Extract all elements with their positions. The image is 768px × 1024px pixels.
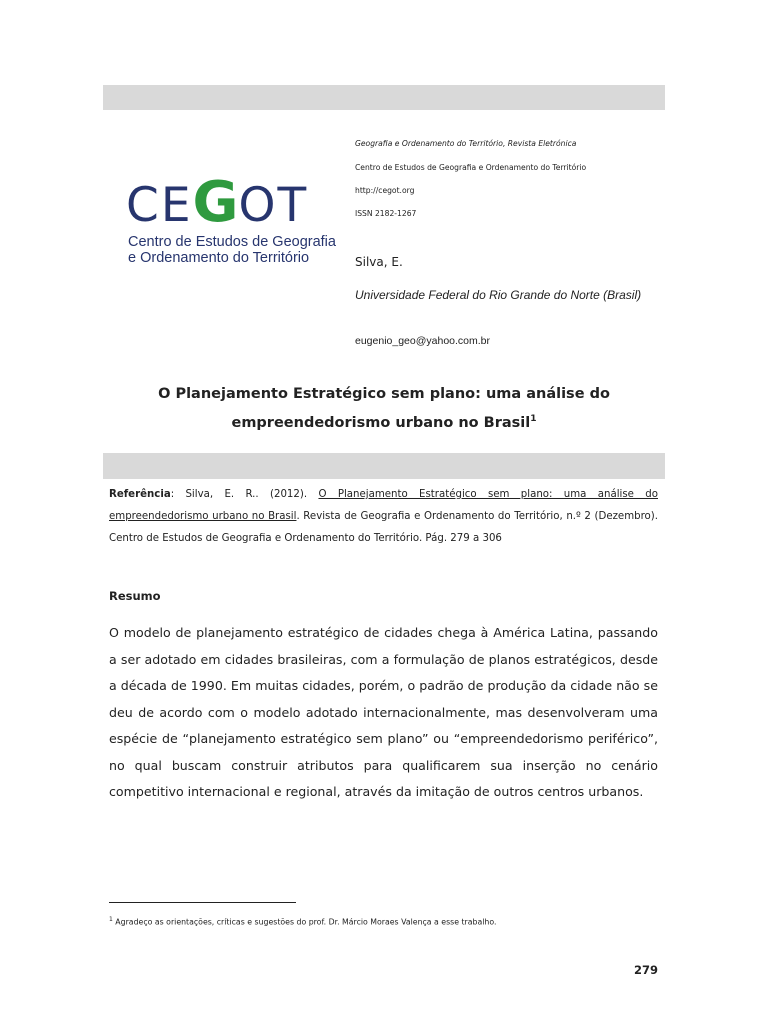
logo-subtitle-line2: e Ordenamento do Território: [128, 250, 310, 266]
reference-title: O Planejamento Estratégico sem plano: uma análise do empreendedorismo urbano no Brasil: [109, 489, 658, 522]
logo-word-part1: CE: [126, 178, 193, 233]
author-name: Silva, E.: [355, 255, 403, 269]
footnote: [109, 916, 497, 927]
logo-subtitle-line1: Centro de Estudos de Geografia: [128, 234, 336, 250]
title-footnote-mark[interactable]: 1: [530, 414, 537, 425]
section-bar: [103, 453, 665, 479]
reference-details: . Revista de Geografia e Ordenamento do Território, n.º 2 (Dezembro). Centro de Estudos de Geografia e Ordenamento do Território. Pág. 279 a 306: [109, 511, 658, 544]
page-number: 279: [633, 963, 658, 977]
cegot-logo: [126, 170, 336, 266]
logo-wordmark: [126, 170, 309, 235]
logo-word-part3: OT: [238, 178, 309, 233]
article-title-line2: empreendedorismo urbano no Brasil: [231, 415, 531, 431]
journal-name: Geografia e Ordenamento do Território, Revista Eletrónica: [355, 139, 577, 148]
abstract-heading: Resumo: [109, 589, 161, 603]
footnote-text: Agradeço as orientações, críticas e sugestões do prof. Dr. Márcio Moraes Valença a esse trabalho.: [112, 917, 497, 927]
author-email-link[interactable]: eugenio_geo@yahoo.com.br: [355, 335, 491, 347]
header-bar: [103, 85, 665, 110]
abstract-text: O modelo de planejamento estratégico de cidades chega à América Latina, passando a ser adotado em cidades brasileiras, com a formulação de planos estratégicos, desde a década de 1990. Em muitas cidades, porém, o padrão de produção da cidade não se deu de acordo com o modelo adotado internacionalmente, mas desenvolveram uma espécie de “planejamento estratégico sem plano” ou “empreendedorismo periférico”, no qual buscam construir atributos para qualificarem sua inserção no cenário competitivo internacional e regional, através da imitação de outros centros urbanos.: [109, 625, 658, 799]
footnote-mark: 1: [109, 916, 113, 923]
journal-url-link[interactable]: http://cegot.org: [355, 186, 415, 195]
article-title-line1: O Planejamento Estratégico sem plano: uma análise do: [158, 386, 610, 402]
author-affiliation: Universidade Federal do Rio Grande do Norte (Brasil): [355, 288, 642, 302]
journal-centre: Centro de Estudos de Geografia e Ordenamento do Território: [355, 163, 587, 172]
reference-authors-year: : Silva, E. R.. (2012).: [170, 489, 319, 500]
reference-label: Referência: [109, 489, 171, 500]
logo-word-part2: G: [192, 170, 239, 235]
journal-issn: ISSN 2182-1267: [355, 209, 417, 218]
article-title: [103, 380, 665, 438]
footnote-divider: [109, 902, 296, 903]
reference-citation: [109, 484, 658, 550]
